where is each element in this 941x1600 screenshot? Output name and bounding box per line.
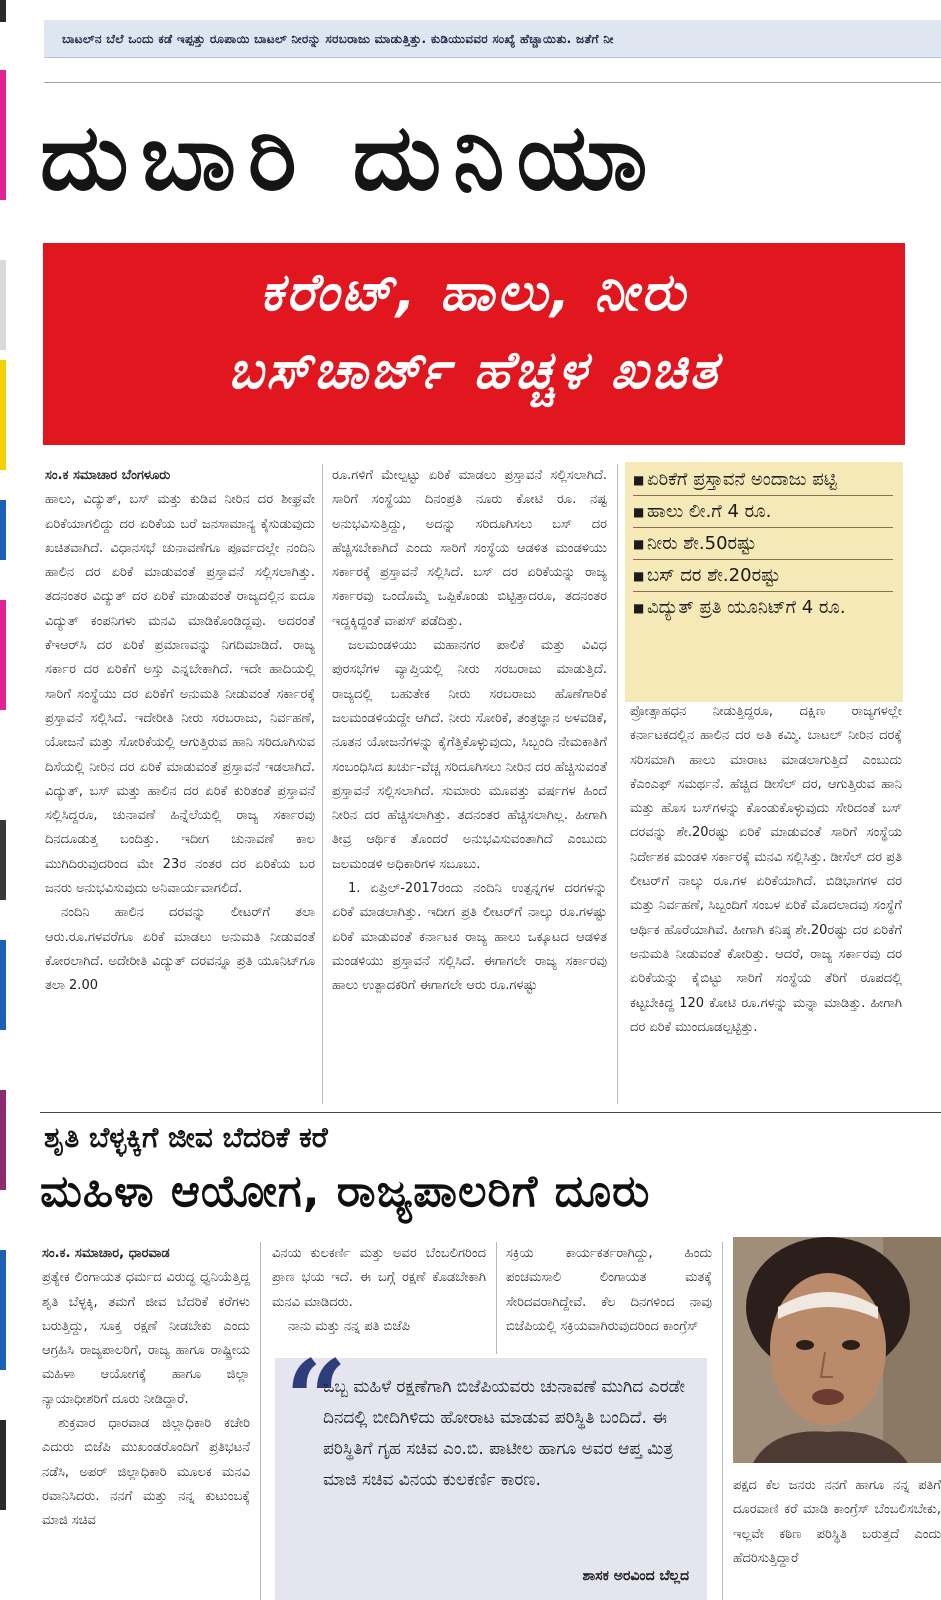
column-rule bbox=[496, 1242, 497, 1354]
masthead-title: ದುಬಾರಿ ದುನಿಯಾ bbox=[40, 104, 660, 211]
factbox-item-text: ಏರಿಕೆಗೆ ಪ್ರಸ್ತಾವನೆ ಅಂದಾಜು ಪಟ್ಟಿ bbox=[647, 469, 837, 490]
article-dateline: ಸಂ.ಕ ಸಮಾಚಾರ ಬೆಂಗಳೂರು bbox=[45, 468, 171, 483]
article-paragraph: ಶುಕ್ರವಾರ ಧಾರವಾಡ ಜಿಲ್ಲಾಧಿಕಾರಿ ಕಚೇರಿ ಎದುರು ಬಿಜೆಪಿ ಮುಖಂಡರೊಂದಿಗೆ ಪ್ರತಿಭಟನೆ ನಡೆಸಿ, ಅಪರ್ ಜಿಲ್ಲಾಧಿಕಾರಿ ಮೂಲಕ ಮನವಿ ರವಾನಿಸಿದರು. ನನಗೆ ಮತ್ತು ನನ್ನ ಕುಟುಂಬಕ್ಕೆ ಮಾಜಿ ಸಚಿವ bbox=[42, 1416, 250, 1529]
bullet-icon: ■ bbox=[633, 569, 645, 583]
article-column-1 bbox=[45, 464, 315, 1104]
bullet-icon: ■ bbox=[633, 505, 645, 519]
bullet-icon: ■ bbox=[633, 537, 645, 551]
pull-quote bbox=[275, 1337, 707, 1600]
factbox-item bbox=[633, 464, 893, 496]
article-column-2 bbox=[332, 464, 607, 1104]
article-paragraph: ನಂದಿನಿ ಹಾಲಿನ ದರವನ್ನು ಲೀಟರ್‌ಗೆ ತಲಾ ಆರು.ರೂ.ಗಳವರೆಗೂ ಏರಿಕೆ ಮಾಡಲು ಅನುಮತಿ ನೀಡುವಂತೆ ಕೋರಲಾಗಿದೆ. ಅದೇರೀತಿ ವಿದ್ಯುತ್ ದರವನ್ನೂ ಪ್ರತಿ ಯೂನಿಟ್‌ಗೂ ತಲಾ 2.00 bbox=[45, 905, 315, 994]
factbox-item-text: ನೀರು ಶೇ.50ರಷ್ಟು bbox=[647, 533, 757, 554]
factbox-item bbox=[633, 496, 893, 528]
factbox-item bbox=[633, 560, 893, 592]
article-paragraph: ಸಕ್ರಿಯ ಕಾರ್ಯಕರ್ತರಾಗಿದ್ದು, ಹಿಂದು ಪಂಚಮಸಾಲಿ ಲಿಂಗಾಯತ ಮತಕ್ಕೆ ಸೇರಿದವರಾಗಿದ್ದೇವೆ. ಕೆಲ ದಿನಗಳಿಂದ ನಾವು ಬಿಜೆಪಿಯಲ್ಲಿ ಸಕ್ರಿಯವಾಗಿರುವುದರಿಂದ ಕಾಂಗ್ರೆಸ್ bbox=[506, 1246, 712, 1334]
top-divider bbox=[44, 82, 941, 83]
story2-column-4 bbox=[733, 1474, 941, 1600]
section-divider bbox=[40, 1112, 941, 1113]
column-rule bbox=[617, 464, 618, 1104]
story2-column-3 bbox=[506, 1242, 712, 1354]
ticker-text: ಬಾಟಲ್‌ನ ಬೆಲೆ ಒಂದು ಕಡೆ ಇಪ್ಪತ್ತು ರೂಪಾಯಿ ಬಾಟಲ್ ನೀರನ್ನು ಸರಬರಾಜು ಮಾಡುತ್ತಿತ್ತು. ಕುಡಿಯುವವರ ಸಂಖ್ಯೆ ಹೆಚ್ಚಾಯಿತು. ಜತೆಗೆ ನೀ bbox=[62, 32, 614, 46]
factbox-item-text: ಹಾಲು ಲೀ.ಗೆ 4 ರೂ. bbox=[647, 501, 772, 522]
story2-column-1 bbox=[42, 1242, 250, 1600]
portrait-photo bbox=[733, 1237, 941, 1463]
pull-quote-attribution: ಶಾಸಕ ಅರವಿಂದ ಬೆಲ್ಲದ bbox=[582, 1568, 689, 1584]
story2-kicker: ಶೃತಿ ಬೆಳ್ಳಕ್ಕಿಗೆ ಜೀವ ಬೆದರಿಕೆ ಕರೆ bbox=[44, 1121, 328, 1154]
factbox-item bbox=[633, 592, 893, 623]
headline-banner bbox=[43, 243, 905, 445]
story2-headline: ಮಹಿಳಾ ಆಯೋಗ, ರಾಜ್ಯಪಾಲರಿಗೆ ದೂರು bbox=[40, 1166, 651, 1217]
column-rule bbox=[322, 464, 323, 1104]
pull-quote-text: ಒಬ್ಬ ಮಹಿಳೆ ರಕ್ಷಣೆಗಾಗಿ ಬಿಜೆಪಿಯವರು ಚುನಾವಣೆ ಮುಗಿದ ಎರಡೇ ದಿನದಲ್ಲಿ ಬೀದಿಗಿಳಿದು ಹೋರಾಟ ಮಾಡುವ ಪರಿಸ್ಥಿತಿ ಬಂದಿದೆ. ಈ ಪರಿಸ್ಥಿತಿಗೆ ಗೃಹ ಸಚಿವ ಎಂ.ಬಿ. ಪಾಟೀಲ ಹಾಗೂ ಅವರ ಆಪ್ತ ಮಿತ್ರ ಮಾಜಿ ಸಚಿವ ವಿನಯ ಕುಲಕರ್ಣಿ ಕಾರಣ. bbox=[323, 1377, 686, 1490]
news-ticker bbox=[44, 20, 941, 58]
article-paragraph: ನಾನು ಮತ್ತು ನನ್ನ ಪತಿ ಬಿಜೆಪಿ bbox=[288, 1318, 410, 1334]
banner-line-1: ಕರೆಂಟ್, ಹಾಲು, ನೀರು bbox=[259, 263, 689, 323]
article-paragraph: ವಿನಯ ಕುಲಕರ್ಣಿ ಮತ್ತು ಅವರ ಬೆಂಬಲಿಗರಿಂದ ಪ್ರಾಣ ಭಯ ಇದೆ. ಈ ಬಗ್ಗೆ ರಕ್ಷಣೆ ಕೊಡಬೇಕಾಗಿ ಮನವಿ ಮಾಡಿದರು. bbox=[272, 1246, 486, 1310]
page-edge-strip bbox=[0, 0, 8, 1600]
article-paragraph: ಹಾಲು, ವಿದ್ಯುತ್, ಬಸ್ ಮತ್ತು ಕುಡಿವ ನೀರಿನ ದರ ಶೀಘ್ರವೇ ಏರಿಕೆಯಾಗಲಿದ್ದು ದರ ಏರಿಕೆಯ ಬರೆ ಜನಸಾಮಾನ್ಯ ಕೈಸುಡುವುದು ಖಚಿತವಾಗಿದೆ. ವಿಧಾನಸಭೆ ಚುನಾವಣೆಗೂ ಪೂರ್ವದಲ್ಲೇ ನಂದಿನಿ ಹಾಲಿನ ದರ ಏರಿಕೆ ಮಾಡುವಂತೆ ಪ್ರಸ್ತಾವನೆ ಸಲ್ಲಿಸಲಾಗಿತ್ತು. ತದನಂತರ ವಿದ್ಯುತ್ ದರ ಏರಿಕೆ ಮಾಡುವಂತೆ ರಾಜ್ಯದಲ್ಲಿನ ಐದೂ ವಿದ್ಯುತ್ ಕಂಪನಿಗಳು ಮನವಿ ಮಾಡಿಕೊಂಡಿದ್ದವು. ಅದರಂತೆ ಕೆಇಆರ್‌ಸಿ ದರ ಏರಿಕೆ ಪ್ರಮಾಣವನ್ನು ನಿಗದಿಮಾಡಿದೆ. ರಾಜ್ಯ ಸರ್ಕಾರ ದರ ಏರಿಕೆಗೆ ಅಸ್ತು ಎನ್ನಬೇಕಾಗಿದೆ. ಇದೇ ಹಾದಿಯಲ್ಲಿ ಸಾರಿಗೆ ಸಂಸ್ಥೆಯು ದರ ಏರಿಕೆಗೆ ಅನುಮತಿ ನೀಡುವಂತೆ ಸರ್ಕಾರಕ್ಕೆ ಪ್ರಸ್ತಾವನೆ ಸಲ್ಲಿಸಿದೆ. ಇದೇರೀತಿ ನೀರು ಸರಬರಾಜು, ನಿರ್ವಹಣೆ, ಯೋಜನೆ ಮತ್ತು ಸೋರಿಕೆಯಲ್ಲಿ ಆಗುತ್ತಿರುವ ಹಾನಿ ಸರಿದೂಗಿಸುವ ದಿಸೆಯಲ್ಲಿ ನೀರಿನ ದರ ಏರಿಕೆ ಮಾಡುವಂತೆ ಪ್ರಸ್ತಾವನೆ ಇಡಲಾಗಿದೆ. ವಿದ್ಯುತ್, ಬಸ್ ಮತ್ತು ಹಾಲಿನ ದರ ಏರಿಕೆ ಕುರಿತಂತೆ ಪ್ರಸ್ತಾವನೆ ಸಲ್ಲಿಸಿದ್ದರೂ, ಚುನಾವಣೆ ಹಿನ್ನೆಲೆಯಲ್ಲಿ ರಾಜ್ಯ ಸರ್ಕಾರವು ದಿನದೂಡುತ್ತ ಬಂದಿತ್ತು. ಇದೀಗ ಚುನಾವಣೆ ಕಾಲ ಮುಗಿದಿರುವುದರಿಂದ ಮೇ 23ರ ನಂತರ ದರ ಏರಿಕೆಯ ಬರ ಜನರು ಅನುಭವಿಸುವುದು ಅನಿವಾರ್ಯವಾಗಲಿದೆ. bbox=[45, 492, 315, 897]
factbox-item-text: ವಿದ್ಯುತ್ ಪ್ರತಿ ಯೂನಿಟ್‌ಗೆ 4 ರೂ. bbox=[647, 597, 846, 618]
article-paragraph: ಜಲಮಂಡಳಿಯು ಮಹಾನಗರ ಪಾಲಿಕೆ ಮತ್ತು ವಿವಿಧ ಪುರಸಭೆಗಳ ವ್ಯಾಪ್ತಿಯಲ್ಲಿ ನೀರು ಸರಬರಾಜು ಮಾಡುತ್ತಿದೆ. ರಾಜ್ಯದಲ್ಲಿ ಬಹುತೇಕ ನೀರು ಸರಬರಾಜು ಹೊಣೆಗಾರಿಕೆ ಜಲಮಂಡಳಿಯದ್ದೇ ಆಗಿದೆ. ನೀರು ಸೋರಿಕೆ, ತಂತ್ರಜ್ಞಾನ ಅಳವಡಿಕೆ, ನೂತನ ಯೋಜನೆಗಳನ್ನು ಕೈಗೆತ್ತಿಕೊಳ್ಳುವುದು, ಸಿಬ್ಬಂದಿ ನೇಮಕಾತಿಗೆ ಸಂಬಂಧಿಸಿದ ಖರ್ಚು-ವೆಚ್ಚ ಸರಿದೂಗಿಸಲು ನೀರಿನ ದರ ಹೆಚ್ಚಿಸುವಂತೆ ಪ್ರಸ್ತಾವನೆ ಸಲ್ಲಿಸಲಾಗಿದೆ. ಸುಮಾರು ಮೂವತ್ತು ವರ್ಷಗಳ ಹಿಂದೆ ನೀರಿನ ದರ ಹೆಚ್ಚಿಸಲಾಗಿತ್ತು. ತದನಂತರ ಹೆಚ್ಚಿಸಲಾಗಿಲ್ಲ. ಹೀಗಾಗಿ ತೀವ್ರ ಆರ್ಥಿಕ ತೊಂದರೆ ಅನುಭವಿಸುವಂತಾಗಿದೆ ಎಂಬುದು ಜಲಮಂಡಳಿ ಅಧಿಕಾರಿಗಳ ಸಬೂಬು. bbox=[332, 638, 607, 872]
price-hike-factbox bbox=[625, 462, 903, 702]
quote-mark-icon: “ bbox=[285, 1337, 348, 1463]
factbox-item-text: ಬಸ್ ದರ ಶೇ.20ರಷ್ಟು bbox=[647, 565, 781, 586]
article-paragraph: 1. ಏಪ್ರಿಲ್-2017ರಂದು ನಂದಿನಿ ಉತ್ಪನ್ನಗಳ ದರಗಳನ್ನು ಏರಿಕೆ ಮಾಡಲಾಗಿತ್ತು. ಇದೀಗ ಪ್ರತಿ ಲೀಟರ್‌ಗೆ ನಾಲ್ಕು ರೂ.ಗಳಷ್ಟು ಏರಿಕೆ ಮಾಡುವಂತೆ ಕರ್ನಾಟಕ ರಾಜ್ಯ ಹಾಲು ಒಕ್ಕೂಟದ ಆಡಳಿತ ಮಂಡಳಿಯು ಪ್ರಸ್ತಾವನೆ ಸಲ್ಲಿಸಿದೆ. ಈಗಾಗಲೇ ರಾಜ್ಯ ಸರ್ಕಾರವು ಹಾಲು ಉತ್ಪಾದಕರಿಗೆ ಈಗಾಗಲೇ ಆರು ರೂ.ಗಳಷ್ಟು bbox=[332, 881, 607, 994]
article-paragraph: ಪ್ರೋತ್ಸಾಹಧನ ನೀಡುತ್ತಿದ್ದರೂ, ದಕ್ಷಿಣ ರಾಜ್ಯಗಳಲ್ಲೇ ಕರ್ನಾಟಕದಲ್ಲಿನ ಹಾಲಿನ ದರ ಅತಿ ಕಮ್ಮಿ. ಬಾಟಲ್ ನೀರಿನ ದರಕ್ಕೆ ಸರಿಸಮಾಗಿ ಹಾಲು ಮಾರಾಟ ಮಾಡಲಾಗುತ್ತಿದೆ ಎಂಬುದು ಕೆಎಂಎಫ್ ಸಮರ್ಥನೆ. ಹೆಚ್ಚಿದ ಡೀಸೆಲ್ ದರ, ಆಗುತ್ತಿರುವ ಹಾನಿ ಮತ್ತು ಹೊಸ ಬಸ್‌ಗಳನ್ನು ಕೊಂಡುಕೊಳ್ಳುವುದು ಸೇರಿದಂತೆ ಬಸ್ ದರವನ್ನು ಶೇ.20ರಷ್ಟು ಏರಿಕೆ ಮಾಡುವಂತೆ ಸಾರಿಗೆ ಸಂಸ್ಥೆಯ ನಿರ್ದೇಶಕ ಮಂಡಳಿ ಸರ್ಕಾರಕ್ಕೆ ಮನವಿ ಸಲ್ಲಿಸಿತ್ತು. ಡೀಸೆಲ್ ದರ ಪ್ರತಿ ಲೀಟರ್‌ಗೆ ನಾಲ್ಕು ರೂ.ಗಳ ಏರಿಕೆಯಾಗಿದೆ. ಬಿಡಿಭಾಗಗಳ ದರ ಮತ್ತು ನಿರ್ವಹಣೆ, ಸಿಬ್ಬಂದಿಗೆ ಸಂಬಳ ಏರಿಕೆ ಮೊದಲಾದವು ಸಂಸ್ಥೆಗೆ ಆರ್ಥಿಕ ಹೊರೆಯಾಗಿವೆ. ಹೀಗಾಗಿ ಕನಿಷ್ಠ ಶೇ.20ರಷ್ಟು ದರ ಏರಿಕೆಗೆ ಅನುಮತಿ ನೀಡುವಂತೆ ಕೋರಿತ್ತು. ಆದರೆ, ರಾಜ್ಯ ಸರ್ಕಾರವು ದರ ಏರಿಕೆಯನ್ನು ಕೈಬಿಟ್ಟು ಸಾರಿಗೆ ಸಂಸ್ಥೆಯ ತೆರಿಗೆ ರೂಪದಲ್ಲಿ ಕಟ್ಟಬೇಕಿದ್ದ 120 ಕೋಟಿ ರೂ.ಗಳನ್ನು ಮನ್ನಾ ಮಾಡಿತ್ತು. ಹೀಗಾಗಿ ದರ ಏರಿಕೆ ಮುಂದೂಡಲ್ಪಟ್ಟಿತ್ತು. bbox=[630, 704, 902, 1035]
portrait-illustration bbox=[733, 1237, 941, 1463]
story2-dateline: ಸಂ.ಕ. ಸಮಾಚಾರ, ಧಾರವಾಡ bbox=[42, 1246, 170, 1261]
column-rule bbox=[260, 1242, 261, 1600]
article-paragraph: ಪ್ರತ್ಯೇಕ ಲಿಂಗಾಯತ ಧರ್ಮದ ವಿರುದ್ಧ ಧ್ವನಿಯೆತ್ತಿದ್ದ ಶೃತಿ ಬೆಳ್ಳಕ್ಕಿ, ತಮಗೆ ಜೀವ ಬೆದರಿಕೆ ಕರೆಗಳು ಬರುತ್ತಿದ್ದು, ಸೂಕ್ತ ರಕ್ಷಣೆ ನೀಡಬೇಕು ಎಂದು ಆಗ್ರಹಿಸಿ ರಾಜ್ಯಪಾಲರಿಗೆ, ರಾಜ್ಯ ಹಾಗೂ ರಾಷ್ಟ್ರೀಯ ಮಹಿಳಾ ಆಯೋಗಕ್ಕೆ ಹಾಗೂ ಜಿಲ್ಲಾ ನ್ಯಾಯಾಧೀಶರಿಗೆ ದೂರು ನೀಡಿದ್ದಾರೆ. bbox=[42, 1270, 250, 1407]
banner-line-2: ಬಸ್‌ಚಾರ್ಜ್ ಹೆಚ್ಚಳ ಖಚಿತ bbox=[228, 341, 720, 401]
bullet-icon: ■ bbox=[633, 601, 645, 615]
column-rule bbox=[722, 1242, 723, 1600]
article-column-3 bbox=[630, 700, 902, 1100]
article-paragraph: ರೂ.ಗಳಿಗೆ ಮೇಲ್ಪಟ್ಟು ಏರಿಕೆ ಮಾಡಲು ಪ್ರಸ್ತಾವನೆ ಸಲ್ಲಿಸಲಾಗಿದೆ. ಸಾರಿಗೆ ಸಂಸ್ಥೆಯು ದಿನಂಪ್ರತಿ ನೂರು ಕೋಟಿ ರೂ. ನಷ್ಟ ಅನುಭವಿಸುತ್ತಿದ್ದು, ಅದನ್ನು ಸರಿದೂಗಿಸಲು ಬಸ್ ದರ ಹೆಚ್ಚಿಸಬೇಕಾಗಿದೆ ಎಂದು ಸಾರಿಗೆ ಸಂಸ್ಥೆಯ ಆಡಳಿತ ಮಂಡಳಿಯು ಸರ್ಕಾರಕ್ಕೆ ಪ್ರಸ್ತಾವನೆ ಸಲ್ಲಿಸಿದೆ. ಬಸ್ ದರ ಏರಿಕೆಯನ್ನು ರಾಜ್ಯ ಸರ್ಕಾರವು ಒಂದೊಮ್ಮೆ ಒಪ್ಪಿಕೊಂಡು ಬಿಟ್ಟಿತ್ತಾದರೂ, ತದನಂತರ ಇದ್ದಕ್ಕಿದ್ದಂತೆ ವಾಪಸ್ ಪಡೆದಿತ್ತು. bbox=[332, 468, 607, 629]
factbox-item bbox=[633, 528, 893, 560]
bullet-icon: ■ bbox=[633, 473, 645, 487]
article-paragraph: ಪಕ್ಷದ ಕೆಲ ಜನರು ನನಗೆ ಹಾಗೂ ನನ್ನ ಪತಿಗೆ ದೂರವಾಣಿ ಕರೆ ಮಾಡಿ ಕಾಂಗ್ರೆಸ್ ಬೆಂಬಲಿಸಬೇಕು, ಇಲ್ಲವೇ ಕಠಿಣ ಪರಿಸ್ಥಿತಿ ಬರುತ್ತದೆ ಎಂದು ಹೆದರಿಸುತ್ತಿದ್ದಾರೆ bbox=[733, 1478, 941, 1566]
